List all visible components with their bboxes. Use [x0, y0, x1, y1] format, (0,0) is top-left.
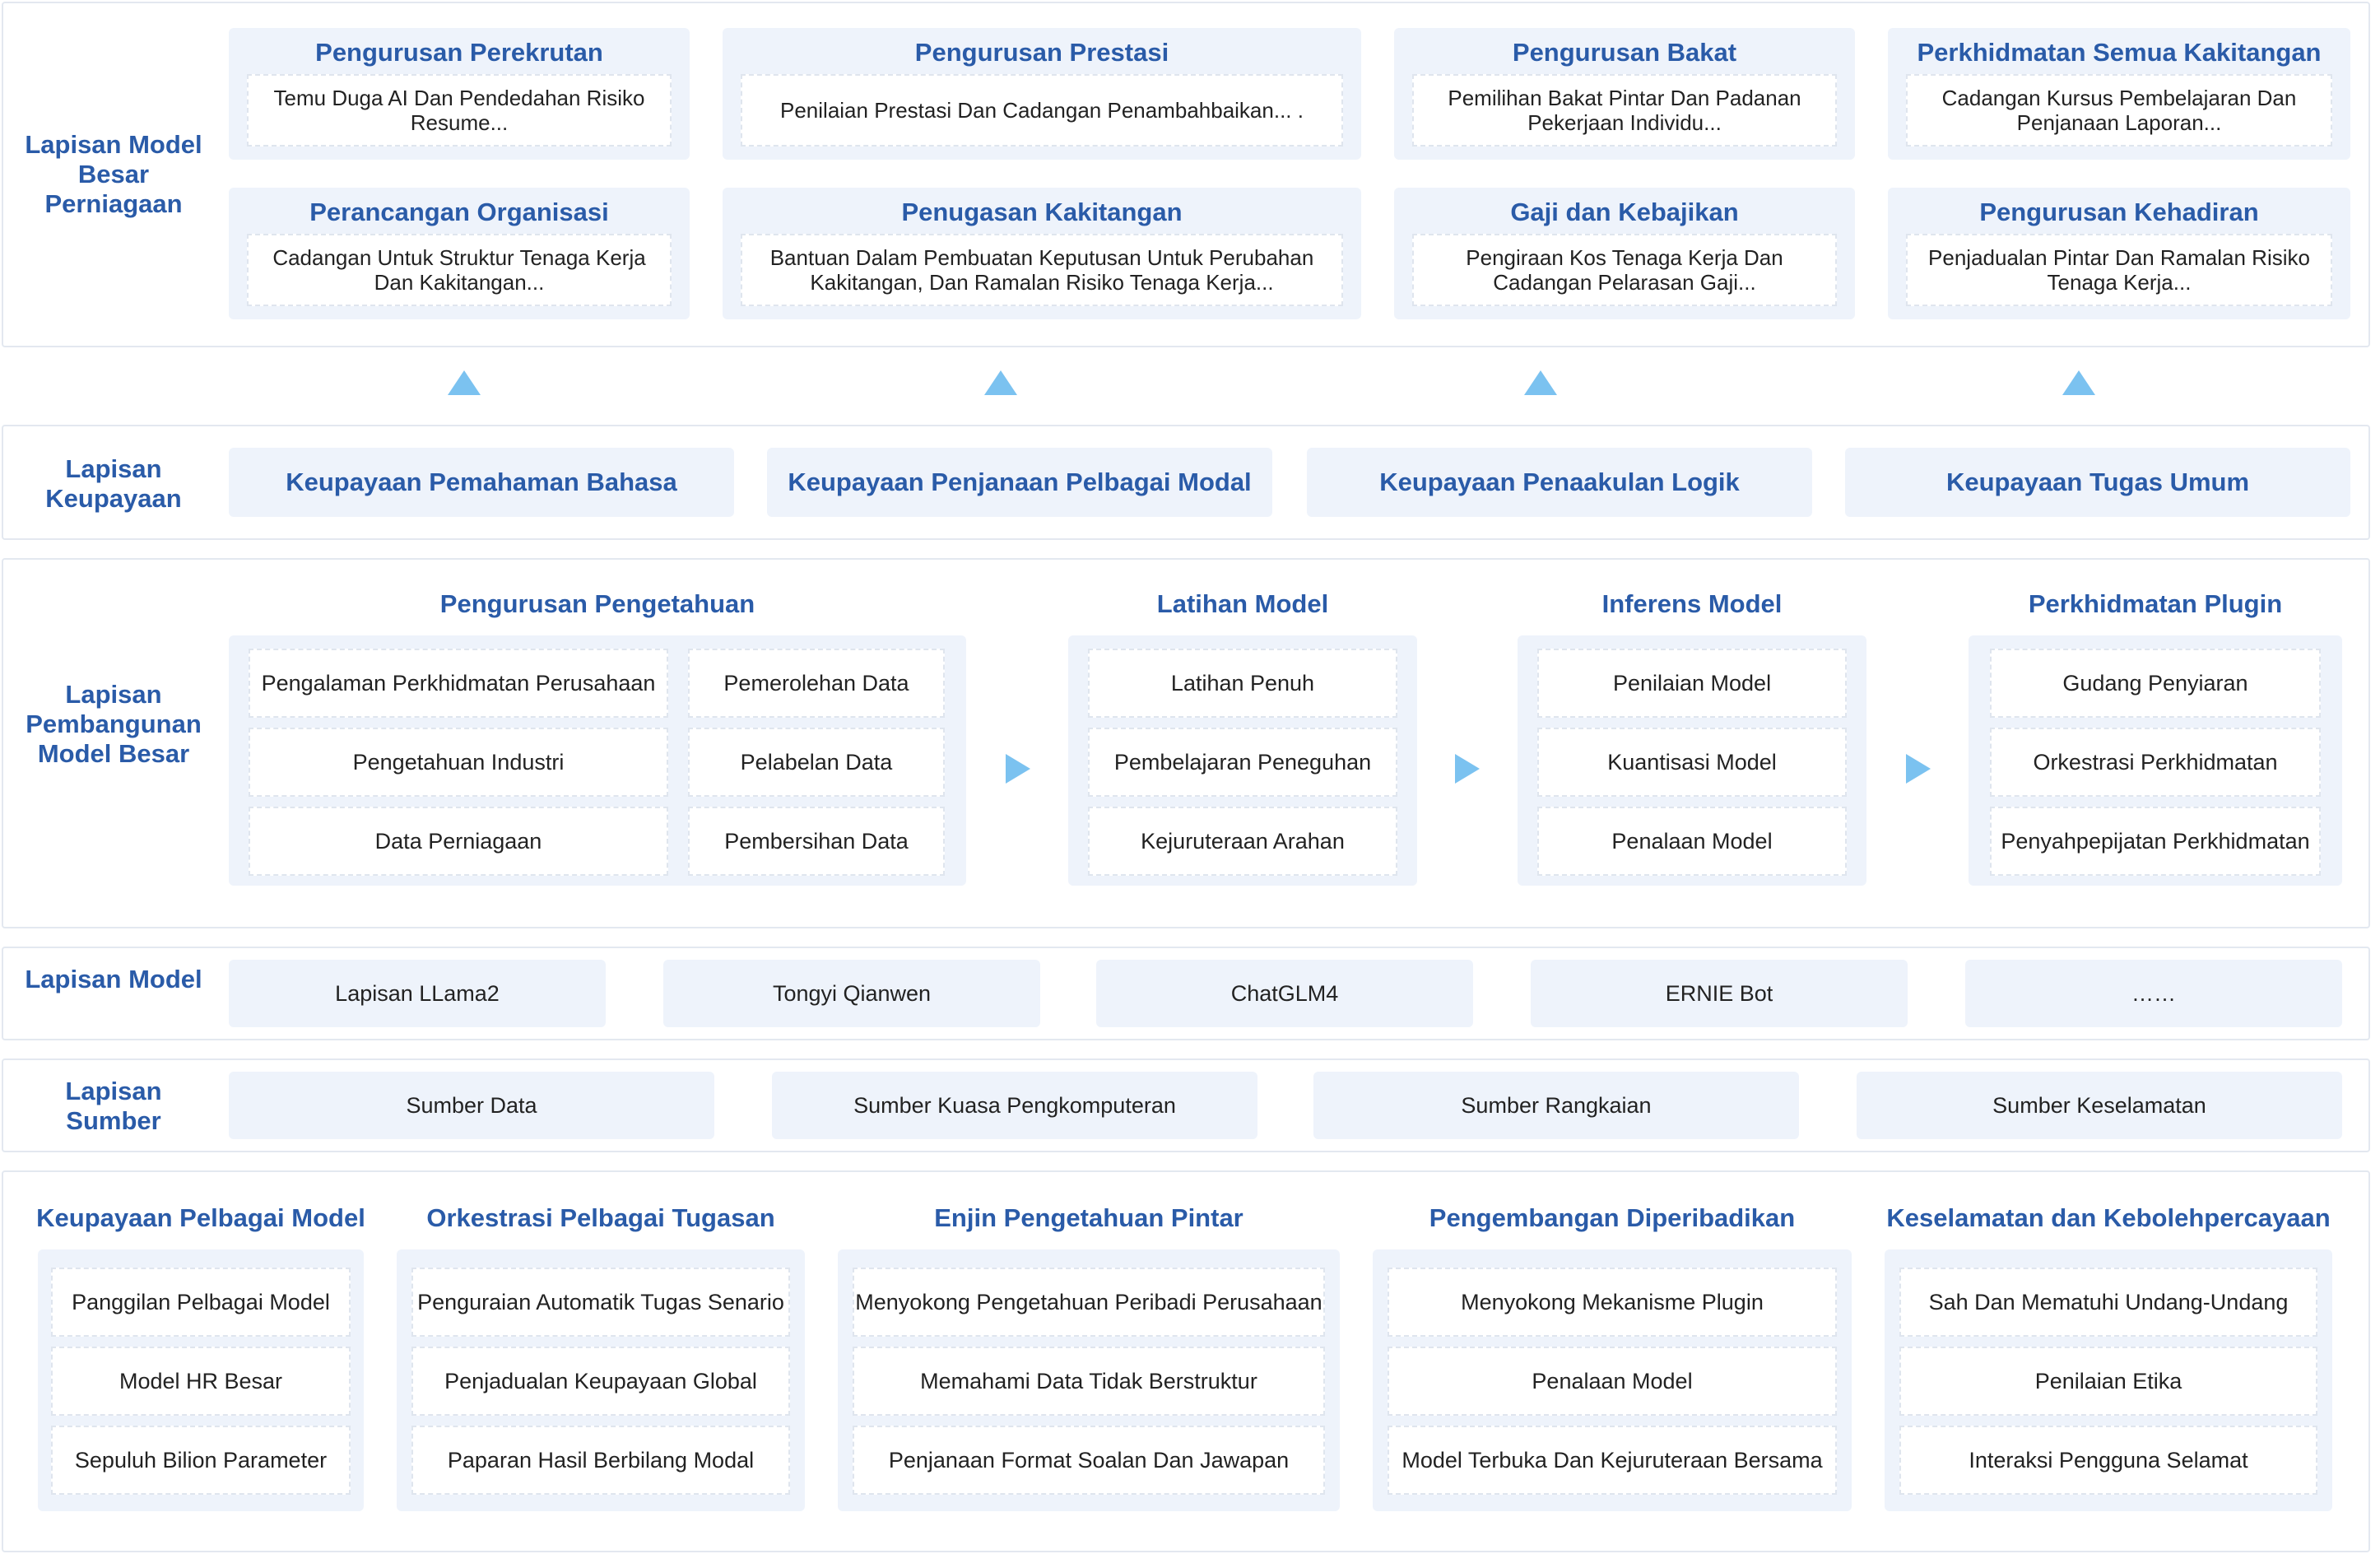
business-card — [229, 188, 690, 319]
feature-cell: Penguraian Automatik Tugas Senario — [411, 1268, 790, 1337]
training-cell: Latihan Penuh — [1088, 649, 1397, 718]
feature-title: Orkestrasi Pelbagai Tugasan — [426, 1203, 775, 1232]
feature-title: Enjin Pengetahuan Pintar — [934, 1203, 1243, 1232]
business-card-title: Gaji dan Kebajikan — [1510, 198, 1739, 226]
knowledge-cell: Data Perniagaan — [249, 807, 668, 876]
business-card-title: Pengurusan Bakat — [1512, 38, 1737, 67]
business-card — [1888, 28, 2350, 160]
knowledge-group-title: Pengurusan Pengetahuan — [439, 589, 755, 618]
knowledge-cell: Pelabelan Data — [688, 728, 945, 797]
business-card-desc: Penjadualan Pintar Dan Ramalan Risiko Tenaga Kerja... — [1906, 234, 2332, 306]
feature-cell: Model HR Besar — [51, 1347, 351, 1416]
business-card — [1888, 188, 2350, 319]
feature-cell: Penalaan Model — [1388, 1347, 1837, 1416]
feature-title: Pengembangan Diperibadikan — [1429, 1203, 1796, 1232]
right-arrow-icon — [1455, 754, 1480, 784]
up-arrow-icon — [448, 370, 481, 395]
feature-cell: Penilaian Etika — [1899, 1347, 2317, 1416]
resource-item: Sumber Data — [229, 1072, 714, 1139]
business-card-desc: Cadangan Kursus Pembelajaran Dan Penjanaan Laporan... — [1906, 74, 2332, 147]
feature-cell: Sah Dan Mematuhi Undang-Undang — [1899, 1268, 2317, 1337]
feature-title: Keupayaan Pelbagai Model — [36, 1203, 365, 1232]
knowledge-cell: Pembersihan Data — [688, 807, 945, 876]
business-card-title: Perkhidmatan Semua Kakitangan — [1917, 38, 2322, 67]
plugin-group-title: Perkhidmatan Plugin — [2028, 589, 2283, 618]
build-layer-label: Lapisan Pembangunan Model Besar — [26, 680, 202, 768]
capability-layer-label: Lapisan Keupayaan — [45, 454, 182, 513]
up-arrow-icon — [984, 370, 1017, 395]
resource-item: Sumber Rangkaian — [1313, 1072, 1799, 1139]
resource-item: Sumber Kuasa Pengkomputeran — [772, 1072, 1257, 1139]
feature-cell: Menyokong Mekanisme Plugin — [1388, 1268, 1837, 1337]
business-card-title: Perancangan Organisasi — [309, 198, 609, 226]
model-layer-label: Lapisan Model — [25, 965, 202, 993]
right-arrow-icon — [1006, 754, 1030, 784]
feature-cell: Menyokong Pengetahuan Peribadi Perusahaan — [853, 1268, 1325, 1337]
business-card — [229, 28, 690, 160]
model-item: ERNIE Bot — [1531, 960, 1908, 1027]
business-card — [1394, 188, 1855, 319]
resource-item: Sumber Keselamatan — [1857, 1072, 2342, 1139]
feature-cell: Interaksi Pengguna Selamat — [1899, 1426, 2317, 1495]
model-item-more: …… — [1965, 960, 2342, 1027]
plugin-cell: Orkestrasi Perkhidmatan — [1990, 728, 2321, 797]
model-item: Tongyi Qianwen — [663, 960, 1040, 1027]
feature-title: Keselamatan dan Kebolehpercayaan — [1886, 1203, 2331, 1232]
capability-item: Keupayaan Pemahaman Bahasa — [229, 448, 734, 517]
business-card-title: Pengurusan Kehadiran — [1979, 198, 2259, 226]
feature-cell: Paparan Hasil Berbilang Modal — [411, 1426, 790, 1495]
business-card-desc: Cadangan Untuk Struktur Tenaga Kerja Dan Kakitangan... — [247, 234, 672, 306]
business-card-desc: Pengiraan Kos Tenaga Kerja Dan Cadangan Pelarasan Gaji... — [1412, 234, 1837, 306]
business-card-title: Penugasan Kakitangan — [901, 198, 1183, 226]
business-layer-label: Lapisan Model Besar Perniagaan — [25, 130, 202, 218]
feature-cell: Model Terbuka Dan Kejuruteraan Bersama — [1388, 1426, 1837, 1495]
inference-cell: Kuantisasi Model — [1537, 728, 1847, 797]
feature-cell: Penjanaan Format Soalan Dan Jawapan — [853, 1426, 1325, 1495]
business-card — [723, 28, 1361, 160]
plugin-cell: Gudang Penyiaran — [1990, 649, 2321, 718]
resource-layer-label: Lapisan Sumber — [65, 1077, 162, 1135]
knowledge-cell: Pemerolehan Data — [688, 649, 945, 718]
inference-group-title: Inferens Model — [1601, 589, 1783, 618]
feature-cell: Panggilan Pelbagai Model — [51, 1268, 351, 1337]
business-card-desc: Penilaian Prestasi Dan Cadangan Penambahbaikan... . — [741, 74, 1343, 147]
inference-cell: Penilaian Model — [1537, 649, 1847, 718]
business-card — [1394, 28, 1855, 160]
capability-item: Keupayaan Penaakulan Logik — [1307, 448, 1812, 517]
model-item: ChatGLM4 — [1096, 960, 1473, 1027]
business-card — [723, 188, 1361, 319]
knowledge-cell: Pengetahuan Industri — [249, 728, 668, 797]
training-cell: Kejuruteraan Arahan — [1088, 807, 1397, 876]
feature-cell: Memahami Data Tidak Berstruktur — [853, 1347, 1325, 1416]
capability-item: Keupayaan Tugas Umum — [1845, 448, 2350, 517]
feature-cell: Penjadualan Keupayaan Global — [411, 1347, 790, 1416]
feature-cell: Sepuluh Bilion Parameter — [51, 1426, 351, 1495]
model-item: Lapisan LLama2 — [229, 960, 606, 1027]
capability-item: Keupayaan Penjanaan Pelbagai Modal — [767, 448, 1272, 517]
business-card-title: Pengurusan Perekrutan — [315, 38, 603, 67]
business-card-desc: Temu Duga AI Dan Pendedahan Risiko Resume... — [247, 74, 672, 147]
business-card-desc: Pemilihan Bakat Pintar Dan Padanan Pekerjaan Individu... — [1412, 74, 1837, 147]
up-arrow-icon — [1524, 370, 1557, 395]
inference-cell: Penalaan Model — [1537, 807, 1847, 876]
up-arrow-icon — [2062, 370, 2095, 395]
business-card-title: Pengurusan Prestasi — [914, 38, 1169, 67]
knowledge-cell: Pengalaman Perkhidmatan Perusahaan — [249, 649, 668, 718]
training-cell: Pembelajaran Peneguhan — [1088, 728, 1397, 797]
plugin-cell: Penyahpepijatan Perkhidmatan — [1990, 807, 2321, 876]
business-card-desc: Bantuan Dalam Pembuatan Keputusan Untuk Perubahan Kakitangan, Dan Ramalan Risiko Tenaga Kerja... — [741, 234, 1343, 306]
training-group-title: Latihan Model — [1156, 589, 1329, 618]
right-arrow-icon — [1906, 754, 1931, 784]
